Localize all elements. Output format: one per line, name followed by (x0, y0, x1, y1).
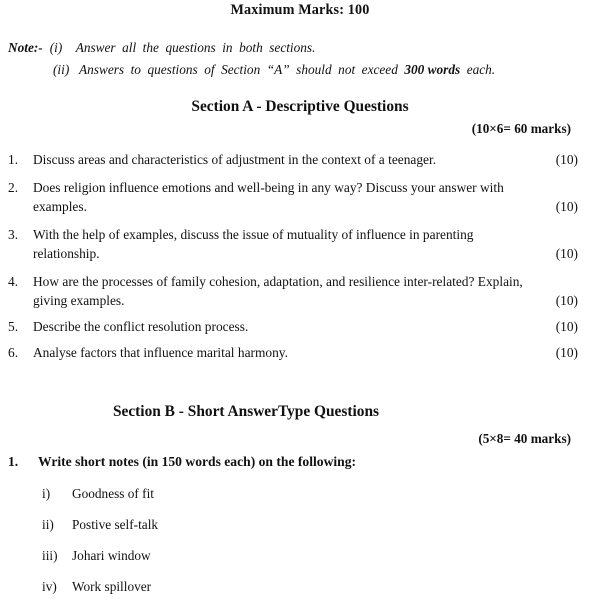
sub-item-label: Goodness of fit (72, 486, 154, 501)
question-number: 6. (8, 345, 19, 360)
note-text-i: Answer all the questions in both sections. (75, 40, 316, 55)
question-number: 1. (8, 152, 19, 167)
question-marks: (10) (555, 199, 578, 214)
note-marker-ii: (ii) (53, 62, 70, 77)
section-b-question-text: Write short notes (in 150 words each) on the following: (38, 454, 357, 469)
sub-item (0, 484, 600, 503)
sub-item-marker: ii) (42, 517, 54, 532)
question-marks: (10) (555, 345, 578, 360)
sub-item (0, 515, 600, 534)
section-b-sub-list (0, 484, 600, 596)
question-number: 5. (8, 319, 19, 334)
section-a-marks-line: (10×6= 60 marks) (471, 121, 571, 136)
sub-item-label: Work spillover (72, 579, 152, 594)
sub-item-marker: iv) (42, 579, 57, 594)
sub-item-label: Postive self-talk (72, 517, 159, 532)
note-text-ii-emphasis: 300 words (404, 62, 461, 77)
question-text: How are the processes of family cohesion, adaptation, and resilience inter-related? Explain, giving examples. (33, 274, 523, 308)
maximum-marks-heading: Maximum Marks: 100 (230, 2, 370, 18)
question-text: Discuss areas and characteristics of adjustment in the context of a teenager. (33, 152, 437, 167)
note-text-ii (79, 59, 495, 81)
question-marks: (10) (555, 152, 578, 167)
note-text-ii-after: each. (460, 62, 496, 77)
section-b-heading: Section B - Short AnswerType Questions (112, 403, 380, 420)
question-marks: (10) (555, 293, 578, 308)
section-b-question-number: 1. (8, 454, 19, 469)
note-line-ii (8, 59, 583, 81)
question-row (0, 272, 600, 310)
note-label: Note:- (8, 40, 43, 55)
question-text: Analyse factors that influence marital harmony. (33, 345, 288, 360)
sub-item (0, 577, 600, 596)
note-marker-i: (i) (49, 40, 63, 55)
note-text-ii-before: Answers to questions of Section “A” should not exceed (79, 62, 405, 77)
question-number: 3. (8, 227, 19, 242)
note-block (8, 37, 583, 81)
question-row (0, 343, 600, 362)
question-row (0, 317, 600, 336)
sub-item-label: Johari window (72, 548, 151, 563)
question-marks: (10) (555, 246, 578, 261)
question-row (0, 178, 600, 216)
section-a-question-list (0, 150, 600, 369)
question-marks: (10) (555, 319, 578, 334)
sub-item-marker: i) (42, 486, 51, 501)
sub-item (0, 546, 600, 565)
question-number: 2. (8, 180, 19, 195)
question-text: Describe the conflict resolution process. (33, 319, 249, 334)
note-line-i (8, 37, 583, 59)
section-b-main-question (0, 452, 600, 472)
section-a-heading: Section A - Descriptive Questions (191, 98, 409, 115)
section-b-question-list (0, 452, 600, 608)
question-text: Does religion influence emotions and well-being in any way? Discuss your answer with examples. (33, 180, 504, 214)
question-row (0, 225, 600, 263)
question-number: 4. (8, 274, 19, 289)
question-row (0, 150, 600, 169)
question-text: With the help of examples, discuss the issue of mutuality of influence in parenting relationship. (33, 227, 474, 261)
section-b-marks-line: (5×8= 40 marks) (478, 431, 571, 446)
sub-item-marker: iii) (42, 548, 58, 563)
